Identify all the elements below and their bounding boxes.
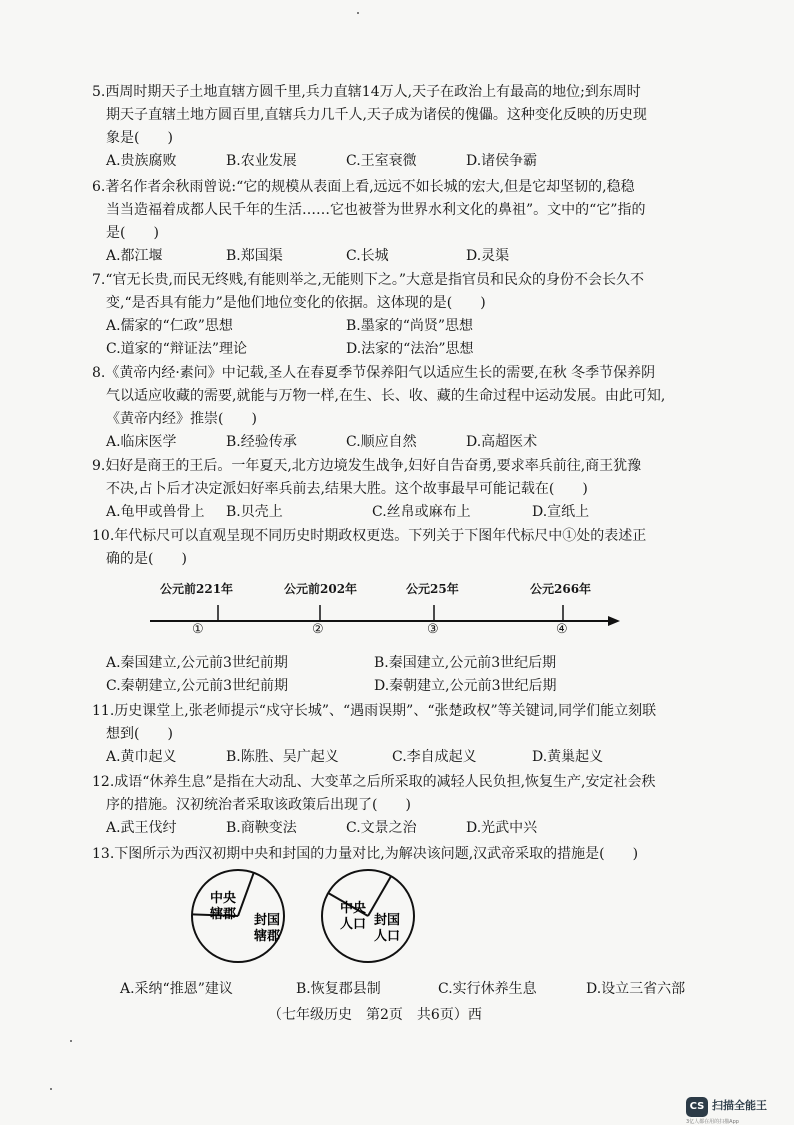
question-text: 5.西周时期天子土地直辖方圆千里,兵力直辖14万人,天子在政治上有最高的地位;到东周时: [92, 84, 641, 100]
options-row: [92, 150, 702, 173]
options-row: [92, 338, 702, 361]
options-row: [92, 746, 702, 769]
option-a[interactable]: A.都江堰: [106, 248, 163, 264]
pie-label: 辖郡: [210, 907, 237, 922]
pie-divider: [368, 876, 391, 916]
options-row: [92, 817, 702, 840]
options-row: [92, 501, 702, 524]
option-c[interactable]: C.丝帛或麻布上: [372, 504, 471, 520]
scan-speck: [50, 1088, 52, 1090]
timeline-marker: ②: [312, 622, 324, 637]
question-text: 7.“官无长贵,而民无终贱,有能则举之,无能则下之。”大意是指官员和民众的身份不会长久不: [92, 272, 645, 288]
power-comparison-diagram: [190, 866, 490, 966]
cs-logo-icon: CS: [686, 1097, 708, 1117]
timeline-ruler: [150, 580, 620, 650]
scanner-logo: [686, 1097, 786, 1119]
option-b[interactable]: B.经验传承: [226, 434, 297, 450]
option-d[interactable]: D.宣纸上: [532, 504, 590, 520]
question-11: [92, 700, 702, 769]
option-a[interactable]: A.武王伐纣: [106, 820, 177, 836]
option-c[interactable]: C.道家的“辩证法”理论: [106, 341, 247, 357]
question-8: [92, 362, 702, 454]
question-text: 气以适应收藏的需要,就能与万物一样,在生、长、收、藏的生命过程中运动发展。由此可知,: [106, 388, 666, 404]
timeline-label: 公元25年: [406, 582, 459, 596]
option-c[interactable]: C.文景之治: [346, 820, 417, 836]
pie-label: 封国: [254, 913, 281, 928]
question-13: [92, 843, 702, 866]
page-footer: （七年级历史 第2页 共6页）西: [268, 1007, 482, 1023]
question-text: 不决,占卜后才决定派妇好率兵前去,结果大胜。这个故事最早可能记载在( ): [106, 481, 588, 497]
question-9: [92, 455, 702, 524]
options-row: [92, 315, 702, 338]
pie-label: 中央: [210, 891, 237, 906]
question-text: 是( ): [106, 225, 159, 241]
option-a[interactable]: A.龟甲或兽骨上: [106, 504, 205, 520]
option-b[interactable]: B.商鞅变法: [226, 820, 297, 836]
timeline-marker: ①: [192, 622, 204, 637]
option-a[interactable]: A.秦国建立,公元前3世纪前期: [106, 655, 288, 671]
question-text: 10.年代标尺可以直观呈现不同历史时期政权更迭。下列关于下图年代标尺中①处的表述正: [92, 528, 647, 544]
option-b[interactable]: B.恢复郡县制: [296, 981, 381, 997]
timeline-label: 公元前202年: [284, 582, 358, 596]
question-text: 9.妇好是商王的王后。一年夏天,北方边境发生战争,妇好自告奋勇,要求率兵前往,商王犹豫: [92, 458, 642, 474]
options-row: [92, 431, 702, 454]
option-b[interactable]: B.贝壳上: [226, 504, 283, 520]
option-c[interactable]: C.王室衰微: [346, 153, 417, 169]
pie-label: 中央: [340, 901, 367, 916]
question-text: 11.历史课堂上,张老师提示“戍守长城”、“遇雨误期”、“张楚政权”等关键词,同学们能立刻联: [92, 703, 657, 719]
pie-label: 人口: [340, 917, 367, 932]
question-10-options: [92, 652, 702, 698]
options-row: [92, 675, 702, 698]
question-7: [92, 269, 702, 361]
option-a[interactable]: A.儒家的“仁政”思想: [106, 318, 233, 334]
option-c[interactable]: C.顺应自然: [346, 434, 417, 450]
option-a[interactable]: A.临床医学: [106, 434, 177, 450]
scan-speck: [357, 12, 359, 14]
question-text: 当当造福着成都人民千年的生活……它也被誉为世界水利文化的鼻祖”。文中的“它”指的: [106, 202, 646, 218]
question-text: 确的是( ): [106, 551, 187, 567]
question-text: 6.著名作者余秋雨曾说:“它的规模从表面上看,远远不如长城的宏大,但是它却坚韧的,稳稳: [92, 179, 635, 195]
option-d[interactable]: D.设立三省六部: [586, 981, 686, 997]
question-text: 13.下图所示为西汉初期中央和封国的力量对比,为解决该问题,汉武帝采取的措施是( ): [92, 846, 639, 862]
question-text: 想到( ): [106, 726, 173, 742]
question-text: 《黄帝内经》推崇( ): [106, 411, 257, 427]
question-text: 象是( ): [106, 130, 173, 146]
option-d[interactable]: D.黄巢起义: [532, 749, 604, 765]
option-c[interactable]: C.实行休养生息: [438, 981, 537, 997]
pie-population: [322, 870, 414, 962]
option-d[interactable]: D.高超医术: [466, 434, 538, 450]
option-b[interactable]: B.农业发展: [226, 153, 297, 169]
question-13-options: [92, 978, 702, 1001]
question-6: [92, 176, 702, 268]
question-text: 8.《黄帝内经·素问》中记载,圣人在春夏季节保养阳气以适应生长的需要,在秋 冬季节保养阴: [92, 365, 656, 381]
logo-tagline: 3亿人都在用的扫描App: [686, 1119, 739, 1125]
timeline-label: 公元266年: [530, 582, 592, 596]
pie-label: 封国: [374, 913, 401, 928]
option-d[interactable]: D.法家的“法治”思想: [346, 341, 474, 357]
pie-label: 人口: [374, 929, 401, 944]
timeline-marker: ④: [556, 622, 568, 637]
question-text: 变,“是否具有能力”是他们地位变化的依据。这体现的是( ): [106, 295, 486, 311]
option-b[interactable]: B.秦国建立,公元前3世纪后期: [374, 655, 557, 671]
pie-divider: [238, 873, 254, 916]
option-d[interactable]: D.灵渠: [466, 248, 510, 264]
question-10: [92, 525, 702, 571]
option-a[interactable]: A.采纳“推恩”建议: [120, 981, 233, 997]
pie-label: 辖郡: [254, 929, 281, 944]
pie-circles: [190, 866, 490, 966]
options-row: [92, 652, 702, 675]
question-5: [92, 81, 702, 173]
timeline-marker: ③: [427, 622, 439, 637]
timeline-label: 公元前221年: [160, 582, 234, 596]
logo-name: 扫描全能王: [712, 1099, 767, 1112]
options-row: [92, 245, 702, 268]
option-a[interactable]: A.黄巾起义: [106, 749, 177, 765]
option-b[interactable]: B.墨家的“尚贤”思想: [346, 318, 474, 334]
option-b[interactable]: B.郑国渠: [226, 248, 283, 264]
question-text: 序的措施。汉初统治者采取该政策后出现了( ): [106, 797, 411, 813]
question-text: 12.成语“休养生息”是指在大动乱、大变革之后所采取的减轻人民负担,恢复生产,安定社会秩: [92, 774, 656, 790]
option-c[interactable]: C.长城: [346, 248, 389, 264]
question-text: 期天子直辖土地方圆百里,直辖兵力几千人,天子成为诸侯的傀儡。这种变化反映的历史现: [106, 107, 647, 123]
option-b[interactable]: B.陈胜、吴广起义: [226, 749, 339, 765]
options-row: [92, 978, 702, 1001]
option-d[interactable]: D.光武中兴: [466, 820, 538, 836]
scan-speck: [70, 1040, 72, 1042]
option-c[interactable]: C.秦朝建立,公元前3世纪前期: [106, 678, 289, 694]
question-12: [92, 771, 702, 840]
option-d[interactable]: D.诸侯争霸: [466, 153, 538, 169]
option-c[interactable]: C.李自成起义: [392, 749, 477, 765]
option-d[interactable]: D.秦朝建立,公元前3世纪后期: [374, 678, 557, 694]
option-a[interactable]: A.贵族腐败: [106, 153, 177, 169]
